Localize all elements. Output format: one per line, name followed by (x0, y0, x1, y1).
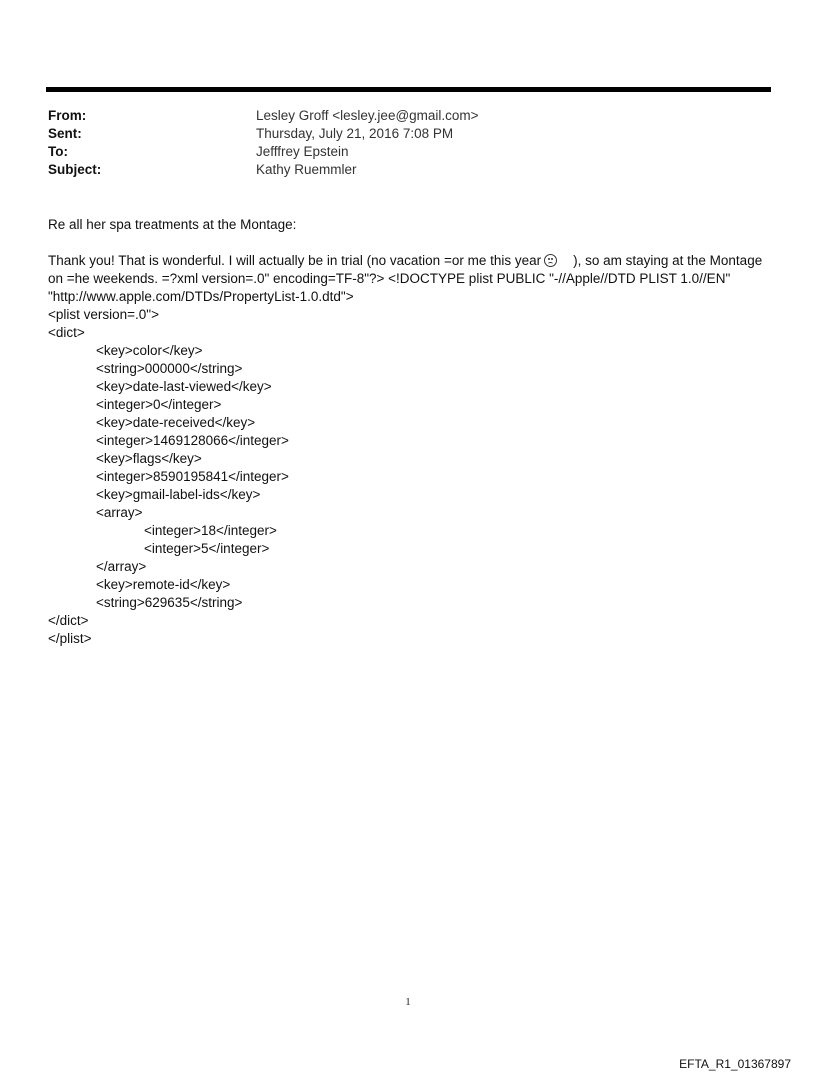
plist-line: <key>remote-id</key> (96, 577, 231, 592)
plist-line: <integer>1469128066</integer> (96, 433, 289, 448)
sad-face-mouth (548, 262, 553, 266)
plist-line: <array> (96, 505, 143, 520)
subject-value: Kathy Ruemmler (256, 162, 357, 177)
plist-line: <key>date-received</key> (96, 415, 256, 430)
dict-open: <dict> (48, 325, 85, 340)
sent-label: Sent: (48, 126, 82, 141)
message-line-3: "http://www.apple.com/DTDs/PropertyList-1.0.dtd"> (48, 289, 354, 304)
from-row (48, 107, 768, 125)
dict-close: </dict> (48, 613, 89, 628)
plist-array-line: <integer>5</integer> (144, 541, 270, 556)
from-label: From: (48, 108, 87, 123)
page-number: 1 (405, 996, 411, 1008)
plist-line: <string>000000</string> (96, 361, 243, 376)
plist-open: <plist version=.0"> (48, 307, 159, 322)
to-label: To: (48, 144, 68, 159)
plist-line: <string>629635</string> (96, 595, 243, 610)
plist-line: <integer>0</integer> (96, 397, 222, 412)
plist-line: <key>date-last-viewed</key> (96, 379, 272, 394)
message-line-2: on =he weekends. =?xml version=.0" encoding=TF-8"?> <!DOCTYPE plist PUBLIC "-//Apple//DTD PLIST 1.0//EN" (48, 271, 731, 286)
paragraph-gap (48, 234, 778, 252)
to-value: Jefffrey Epstein (256, 144, 349, 159)
plist-close: </plist> (48, 631, 92, 646)
to-row (48, 143, 768, 161)
subject-row (48, 161, 768, 179)
message-text-a: Thank you! That is wonderful. I will actually be in trial (no vacation =or me this year (48, 253, 542, 268)
plist-line: <key>color</key> (96, 343, 203, 358)
message-text-b: ), so am staying at the Montage (573, 253, 763, 268)
plist-line: <key>gmail-label-ids</key> (96, 487, 261, 502)
sent-value: Thursday, July 21, 2016 7:08 PM (256, 126, 454, 141)
subject-label: Subject: (48, 162, 102, 177)
document-id: EFTA_R1_01367897 (679, 1057, 791, 1071)
plist-array-line: <integer>18</integer> (144, 523, 277, 538)
message-line-1 (48, 252, 778, 270)
sent-row (48, 125, 768, 143)
header-divider (46, 87, 771, 92)
sad-face-icon (544, 254, 557, 267)
plist-line: <integer>8590195841</integer> (96, 469, 289, 484)
email-body (48, 216, 778, 648)
plist-line: </array> (96, 559, 147, 574)
intro-line: Re all her spa treatments at the Montage: (48, 217, 297, 232)
plist-line: <key>flags</key> (96, 451, 202, 466)
from-value: Lesley Groff <lesley.jee@gmail.com> (256, 108, 479, 123)
email-header (48, 107, 768, 179)
